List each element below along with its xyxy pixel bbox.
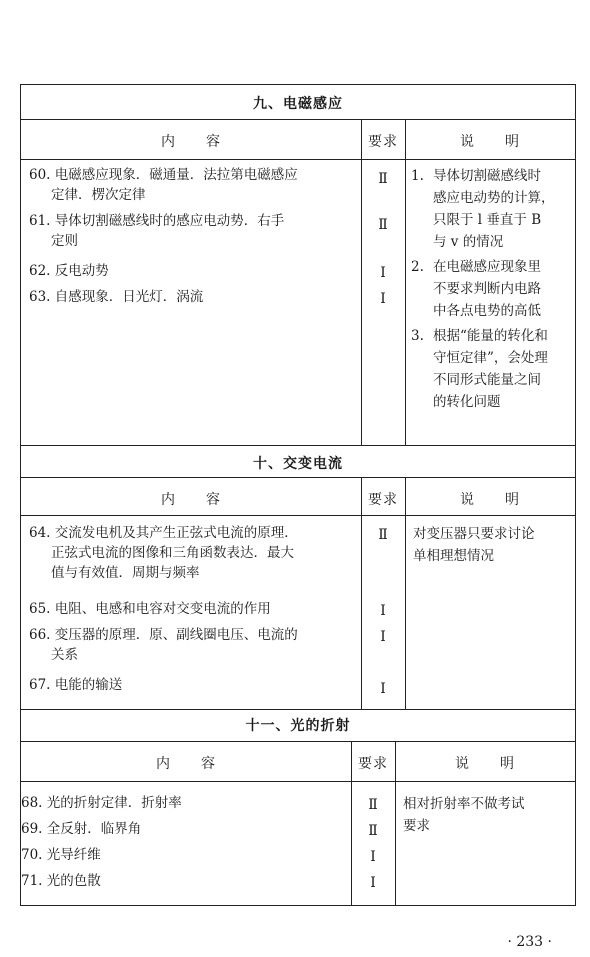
divider [21, 709, 575, 710]
row-text: 导体切割磁感线时的感应电动势．右手 [54, 213, 285, 229]
row-text-cont: 正弦式电流的图像和三角函数表达．最大 [51, 545, 294, 561]
table-row [29, 675, 359, 695]
table-row [21, 845, 349, 865]
section-title-10: 十、交变电流 [253, 456, 343, 472]
row-number: 66. [29, 627, 51, 643]
table-row [21, 819, 349, 839]
header-explanation: 说 明 [455, 756, 515, 772]
table-row [29, 261, 359, 281]
header-explanation: 说 明 [460, 492, 520, 508]
requirement-level: Ⅰ [370, 875, 376, 891]
row-text: 交流发电机及其产生正弦式电流的原理． [54, 525, 298, 541]
row-number: 67. [29, 677, 51, 693]
row-text: 电阻、电感和电容对交变电流的作用 [54, 601, 271, 617]
col-divider [405, 477, 406, 709]
row-text: 光的折射定律．折射率 [46, 795, 182, 811]
table-row [29, 287, 359, 307]
explanation-notes: 对变压器只要求讨论 单相理想情况 [413, 526, 535, 564]
row-text: 电磁感应现象．磁通量．法拉第电磁感应 [54, 167, 298, 183]
row-number: 68. [21, 795, 43, 811]
divider [21, 445, 575, 446]
requirement-level: Ⅱ [378, 171, 388, 187]
note-item: 2. 在电磁感应现象里 不要求判断内电路 中各点电势的高低 [411, 259, 541, 319]
divider [21, 515, 575, 516]
row-number: 60. [29, 167, 51, 183]
row-text-cont: 定律．楞次定律 [51, 187, 146, 203]
table-row [21, 793, 349, 813]
header-content: 内 容 [156, 756, 216, 772]
note-item: 1. 导体切割磁感线时 感应电动势的计算， 只限于 l 垂直于 B 与 v 的情况 [411, 168, 555, 250]
requirement-level: Ⅰ [380, 265, 386, 281]
col-divider [361, 119, 362, 445]
requirement-level: Ⅰ [370, 849, 376, 865]
explanation-notes: 相对折射率不做考试 要求 [403, 796, 525, 834]
row-text: 全反射．临界角 [46, 821, 142, 837]
row-number: 65. [29, 601, 51, 617]
row-text: 自感现象．日光灯．涡流 [54, 289, 204, 305]
divider [21, 159, 575, 160]
row-text: 光的色散 [46, 873, 101, 889]
requirement-level: Ⅰ [380, 291, 386, 307]
col-divider [361, 477, 362, 709]
header-content: 内 容 [161, 134, 221, 150]
col-divider [405, 119, 406, 445]
table-row [29, 523, 361, 583]
requirement-level: Ⅱ [378, 527, 388, 543]
table-row [29, 165, 359, 205]
requirement-level: Ⅱ [378, 217, 388, 233]
requirement-level: Ⅱ [368, 797, 378, 813]
row-text-cont: 值与有效值．周期与频率 [51, 565, 200, 581]
header-requirement: 要求 [368, 492, 398, 508]
divider [21, 477, 575, 478]
row-number: 62. [29, 263, 51, 279]
requirements-table [20, 84, 576, 906]
row-text-cont: 关系 [51, 647, 78, 663]
header-requirement: 要求 [358, 756, 388, 772]
divider [21, 781, 575, 782]
table-row [29, 211, 359, 251]
row-text: 电能的输送 [54, 677, 123, 693]
row-number: 64. [29, 525, 51, 541]
section-title-9: 九、电磁感应 [253, 96, 343, 112]
header-requirement: 要求 [368, 134, 398, 150]
requirement-level: Ⅱ [368, 823, 378, 839]
row-number: 63. [29, 289, 51, 305]
requirement-level: Ⅰ [380, 603, 386, 619]
note-item: 3. 根据“能量的转化和 守恒定律”，会处理 不同形式能量之间 的转化问题 [411, 328, 548, 410]
divider [21, 741, 575, 742]
explanation-notes [411, 165, 573, 413]
table-row [29, 599, 359, 619]
page-number: · 233 · [507, 934, 552, 950]
col-divider [395, 741, 396, 905]
table-row [29, 625, 359, 665]
row-text-cont: 定则 [51, 233, 78, 249]
row-text: 光导纤维 [46, 847, 101, 863]
row-text: 变压器的原理．原、副线圈电压、电流的 [54, 627, 298, 643]
header-content: 内 容 [161, 492, 221, 508]
divider [21, 119, 575, 120]
header-explanation: 说 明 [460, 134, 520, 150]
requirement-level: Ⅰ [380, 629, 386, 645]
row-number: 69. [21, 821, 43, 837]
section-title-11: 十一、光的折射 [245, 718, 351, 734]
row-number: 71. [21, 873, 43, 889]
row-text: 反电动势 [54, 263, 109, 279]
row-number: 61. [29, 213, 51, 229]
table-row [21, 871, 349, 891]
requirement-level: Ⅰ [380, 681, 386, 697]
row-number: 70. [21, 847, 43, 863]
